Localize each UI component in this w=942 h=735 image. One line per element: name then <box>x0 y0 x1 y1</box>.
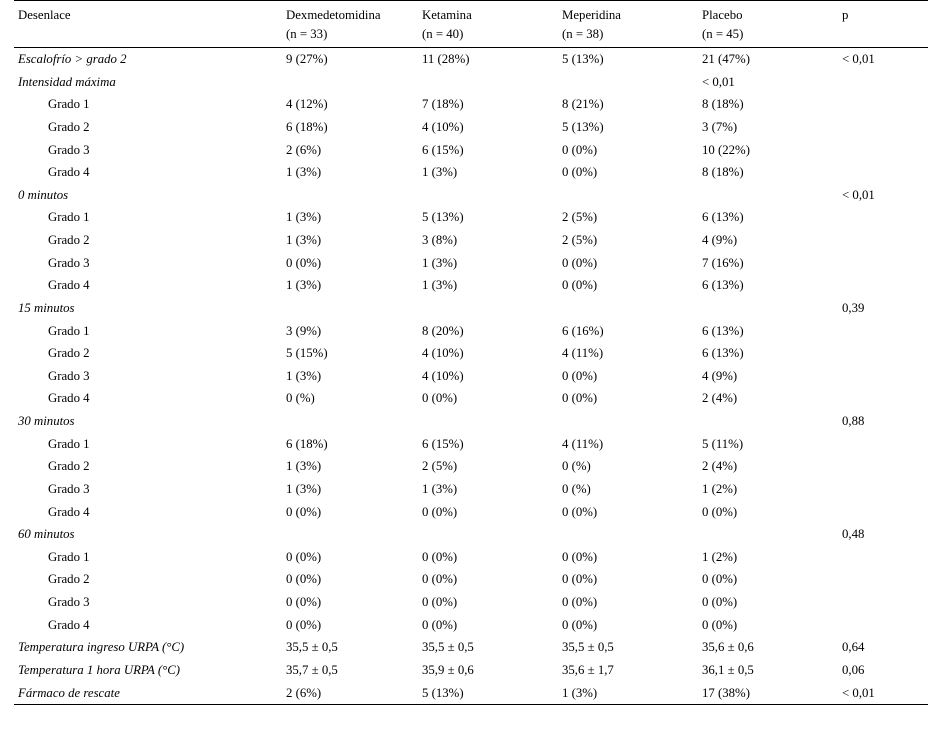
cell-placebo: 4 (9%) <box>702 368 738 383</box>
cell-dexmedetomidina: 0 (0%) <box>286 617 322 632</box>
cell-placebo <box>698 297 838 320</box>
cell-outcome: Escalofrío > grado 2 <box>18 52 127 67</box>
column-header-meperidina-sub: (n = 38) <box>562 26 604 41</box>
cell-meperidina: 0 (0%) <box>562 549 598 564</box>
cell-pvalue <box>838 252 928 275</box>
cell-dexmedetomidina: 1 (3%) <box>286 278 322 293</box>
cell-ketamina: 6 (15%) <box>422 142 464 157</box>
column-header-dexmedetomidina-label: Dexmedetomidina <box>286 8 381 22</box>
cell-ketamina: 7 (18%) <box>422 97 464 112</box>
cell-pvalue <box>838 591 928 614</box>
cell-meperidina <box>558 410 698 433</box>
cell-ketamina: 1 (3%) <box>422 165 458 180</box>
cell-meperidina: 2 (5%) <box>562 210 598 225</box>
cell-dexmedetomidina: 6 (18%) <box>286 436 328 451</box>
cell-dexmedetomidina: 5 (15%) <box>286 346 328 361</box>
cell-outcome: Grado 1 <box>48 323 90 338</box>
cell-meperidina: 4 (11%) <box>562 436 604 451</box>
cell-pvalue <box>838 342 928 365</box>
cell-placebo: 10 (22%) <box>702 142 750 157</box>
table-row <box>14 93 928 116</box>
table-row <box>14 365 928 388</box>
cell-ketamina: 1 (3%) <box>422 278 458 293</box>
cell-pvalue <box>838 116 928 139</box>
cell-dexmedetomidina: 0 (0%) <box>286 504 322 519</box>
cell-placebo: 1 (2%) <box>702 481 738 496</box>
table-row <box>14 184 928 207</box>
cell-ketamina: 0 (0%) <box>422 504 458 519</box>
cell-pvalue <box>838 478 928 501</box>
cell-pvalue: 0,39 <box>842 300 865 315</box>
cell-placebo: 6 (13%) <box>702 278 744 293</box>
cell-meperidina: 0 (%) <box>562 481 591 496</box>
column-header-meperidina <box>558 1 698 48</box>
cell-ketamina: 0 (0%) <box>422 549 458 564</box>
column-header-outcome <box>14 1 282 48</box>
cell-outcome: Grado 1 <box>48 549 90 564</box>
cell-meperidina <box>558 71 698 94</box>
cell-ketamina: 5 (13%) <box>422 210 464 225</box>
cell-pvalue <box>838 71 928 94</box>
cell-ketamina: 0 (0%) <box>422 391 458 406</box>
cell-dexmedetomidina: 2 (6%) <box>286 685 322 700</box>
cell-outcome: Grado 2 <box>48 233 90 248</box>
cell-pvalue <box>838 161 928 184</box>
cell-outcome: Grado 1 <box>48 97 90 112</box>
cell-ketamina: 8 (20%) <box>422 323 464 338</box>
cell-placebo: 0 (0%) <box>702 595 738 610</box>
cell-placebo: 0 (0%) <box>702 617 738 632</box>
cell-pvalue <box>838 320 928 343</box>
cell-meperidina: 0 (0%) <box>562 368 598 383</box>
cell-dexmedetomidina: 1 (3%) <box>286 165 322 180</box>
table-row <box>14 546 928 569</box>
column-header-placebo-sub: (n = 45) <box>702 26 744 41</box>
column-header-placebo <box>698 1 838 48</box>
table-row <box>14 297 928 320</box>
column-header-pvalue <box>838 1 928 48</box>
cell-placebo: 36,1 ± 0,5 <box>702 662 754 677</box>
cell-ketamina: 11 (28%) <box>422 52 470 67</box>
cell-pvalue <box>838 455 928 478</box>
cell-placebo: 1 (2%) <box>702 549 738 564</box>
cell-placebo: 6 (13%) <box>702 323 744 338</box>
column-header-dexmedetomidina-sub: (n = 33) <box>286 26 328 41</box>
cell-dexmedetomidina: 1 (3%) <box>286 481 322 496</box>
cell-ketamina: 4 (10%) <box>422 346 464 361</box>
table-header-row <box>14 1 928 48</box>
cell-meperidina: 4 (11%) <box>562 346 604 361</box>
cell-ketamina <box>418 297 558 320</box>
cell-placebo: 8 (18%) <box>702 165 744 180</box>
table-body <box>14 48 928 705</box>
cell-meperidina: 5 (13%) <box>562 52 604 67</box>
table-row <box>14 410 928 433</box>
cell-placebo: 0 (0%) <box>702 504 738 519</box>
cell-pvalue <box>838 274 928 297</box>
cell-ketamina: 1 (3%) <box>422 481 458 496</box>
table-row <box>14 568 928 591</box>
table-row <box>14 342 928 365</box>
cell-ketamina <box>418 410 558 433</box>
cell-ketamina <box>418 523 558 546</box>
table-row <box>14 433 928 456</box>
cell-dexmedetomidina: 1 (3%) <box>286 368 322 383</box>
cell-meperidina: 0 (0%) <box>562 278 598 293</box>
cell-meperidina: 0 (0%) <box>562 165 598 180</box>
cell-pvalue <box>838 614 928 637</box>
cell-placebo: 35,6 ± 0,6 <box>702 640 754 655</box>
cell-placebo: 2 (4%) <box>702 459 738 474</box>
cell-pvalue: < 0,01 <box>842 187 875 202</box>
cell-meperidina: 1 (3%) <box>562 685 598 700</box>
cell-outcome: Fármaco de rescate <box>18 685 120 700</box>
cell-pvalue: < 0,01 <box>842 685 875 700</box>
cell-ketamina: 5 (13%) <box>422 685 464 700</box>
cell-meperidina <box>558 184 698 207</box>
cell-outcome: Grado 3 <box>48 481 90 496</box>
cell-outcome: Grado 4 <box>48 617 90 632</box>
cell-outcome: Temperatura ingreso URPA (°C) <box>18 640 185 655</box>
cell-placebo: 17 (38%) <box>702 685 750 700</box>
cell-meperidina: 0 (0%) <box>562 255 598 270</box>
cell-dexmedetomidina: 3 (9%) <box>286 323 322 338</box>
cell-outcome: 60 minutos <box>18 527 75 542</box>
cell-outcome: 15 minutos <box>18 300 75 315</box>
cell-outcome: 30 minutos <box>18 414 75 429</box>
cell-ketamina: 6 (15%) <box>422 436 464 451</box>
table-row <box>14 501 928 524</box>
cell-dexmedetomidina: 6 (18%) <box>286 119 328 134</box>
cell-dexmedetomidina: 0 (%) <box>286 391 315 406</box>
cell-ketamina: 0 (0%) <box>422 572 458 587</box>
cell-pvalue <box>838 206 928 229</box>
column-header-ketamina-sub: (n = 40) <box>422 26 464 41</box>
cell-meperidina: 0 (0%) <box>562 617 598 632</box>
cell-meperidina: 5 (13%) <box>562 119 604 134</box>
cell-ketamina: 0 (0%) <box>422 595 458 610</box>
cell-pvalue <box>838 93 928 116</box>
cell-outcome: Grado 2 <box>48 572 90 587</box>
cell-ketamina: 4 (10%) <box>422 119 464 134</box>
cell-pvalue: 0,48 <box>842 527 865 542</box>
table-row <box>14 320 928 343</box>
cell-placebo: 6 (13%) <box>702 346 744 361</box>
cell-outcome: Grado 4 <box>48 504 90 519</box>
cell-pvalue <box>838 501 928 524</box>
cell-pvalue: < 0,01 <box>842 52 875 67</box>
cell-ketamina: 4 (10%) <box>422 368 464 383</box>
cell-dexmedetomidina: 0 (0%) <box>286 595 322 610</box>
cell-outcome: Grado 4 <box>48 165 90 180</box>
column-header-ketamina-label: Ketamina <box>422 8 472 22</box>
cell-pvalue <box>838 568 928 591</box>
cell-placebo: 21 (47%) <box>702 52 750 67</box>
cell-meperidina: 0 (0%) <box>562 572 598 587</box>
cell-outcome: Intensidad máxima <box>18 74 116 89</box>
table-row <box>14 523 928 546</box>
cell-meperidina: 0 (0%) <box>562 595 598 610</box>
cell-placebo: 7 (16%) <box>702 255 744 270</box>
table-row <box>14 614 928 637</box>
table-row <box>14 229 928 252</box>
table-row <box>14 591 928 614</box>
table-row <box>14 387 928 410</box>
table-row <box>14 139 928 162</box>
cell-meperidina: 0 (0%) <box>562 391 598 406</box>
cell-dexmedetomidina: 2 (6%) <box>286 142 322 157</box>
cell-placebo: 0 (0%) <box>702 572 738 587</box>
cell-pvalue <box>838 433 928 456</box>
cell-dexmedetomidina: 0 (0%) <box>286 255 322 270</box>
table-row <box>14 206 928 229</box>
column-header-dexmedetomidina <box>282 1 418 48</box>
cell-dexmedetomidina: 1 (3%) <box>286 210 322 225</box>
cell-outcome: Grado 3 <box>48 142 90 157</box>
results-table <box>14 0 928 705</box>
cell-dexmedetomidina <box>282 523 418 546</box>
cell-meperidina <box>558 297 698 320</box>
cell-dexmedetomidina: 35,7 ± 0,5 <box>286 662 338 677</box>
cell-ketamina: 0 (0%) <box>422 617 458 632</box>
cell-meperidina: 2 (5%) <box>562 233 598 248</box>
table-row <box>14 274 928 297</box>
cell-dexmedetomidina: 35,5 ± 0,5 <box>286 640 338 655</box>
table-header <box>14 1 928 48</box>
cell-dexmedetomidina: 9 (27%) <box>286 52 328 67</box>
cell-ketamina: 35,5 ± 0,5 <box>422 640 474 655</box>
cell-outcome: Grado 3 <box>48 595 90 610</box>
cell-pvalue: 0,88 <box>842 414 865 429</box>
cell-pvalue <box>838 387 928 410</box>
table-row <box>14 659 928 682</box>
cell-placebo: 4 (9%) <box>702 233 738 248</box>
cell-ketamina: 1 (3%) <box>422 255 458 270</box>
cell-pvalue <box>838 365 928 388</box>
cell-outcome: Grado 2 <box>48 459 90 474</box>
cell-meperidina: 35,5 ± 0,5 <box>562 640 614 655</box>
column-header-placebo-label: Placebo <box>702 8 743 22</box>
cell-meperidina: 35,6 ± 1,7 <box>562 662 614 677</box>
cell-ketamina <box>418 71 558 94</box>
cell-ketamina: 35,9 ± 0,6 <box>422 662 474 677</box>
cell-pvalue: 0,06 <box>842 662 865 677</box>
cell-dexmedetomidina: 1 (3%) <box>286 233 322 248</box>
cell-placebo <box>698 523 838 546</box>
cell-pvalue <box>838 546 928 569</box>
cell-pvalue: 0,64 <box>842 640 865 655</box>
cell-meperidina: 0 (%) <box>562 459 591 474</box>
cell-outcome: Grado 4 <box>48 278 90 293</box>
cell-dexmedetomidina: 0 (0%) <box>286 549 322 564</box>
cell-outcome: Grado 3 <box>48 368 90 383</box>
cell-outcome: Grado 1 <box>48 210 90 225</box>
cell-meperidina: 0 (0%) <box>562 142 598 157</box>
cell-dexmedetomidina: 1 (3%) <box>286 459 322 474</box>
table-row <box>14 636 928 659</box>
cell-placebo <box>698 410 838 433</box>
cell-ketamina: 3 (8%) <box>422 233 458 248</box>
cell-meperidina: 8 (21%) <box>562 97 604 112</box>
table-row <box>14 48 928 71</box>
cell-placebo <box>698 184 838 207</box>
cell-placebo: 3 (7%) <box>702 119 738 134</box>
cell-dexmedetomidina: 0 (0%) <box>286 572 322 587</box>
cell-ketamina: 2 (5%) <box>422 459 458 474</box>
cell-meperidina <box>558 523 698 546</box>
table-row <box>14 455 928 478</box>
column-header-ketamina <box>418 1 558 48</box>
cell-outcome: Grado 3 <box>48 255 90 270</box>
cell-dexmedetomidina <box>282 297 418 320</box>
cell-pvalue <box>838 139 928 162</box>
column-header-meperidina-label: Meperidina <box>562 8 621 22</box>
cell-outcome: Temperatura 1 hora URPA (°C) <box>18 662 181 677</box>
cell-dexmedetomidina <box>282 410 418 433</box>
table-row <box>14 682 928 705</box>
cell-placebo: 5 (11%) <box>702 436 744 451</box>
cell-placebo: 2 (4%) <box>702 391 738 406</box>
cell-dexmedetomidina <box>282 184 418 207</box>
table-row <box>14 116 928 139</box>
cell-dexmedetomidina: 4 (12%) <box>286 97 328 112</box>
table-row <box>14 71 928 94</box>
cell-ketamina <box>418 184 558 207</box>
cell-placebo: < 0,01 <box>702 74 735 89</box>
column-header-outcome-label: Desenlace <box>18 8 71 22</box>
cell-outcome: Grado 1 <box>48 436 90 451</box>
cell-outcome: 0 minutos <box>18 187 69 202</box>
cell-outcome: Grado 2 <box>48 119 90 134</box>
table-row <box>14 478 928 501</box>
cell-outcome: Grado 2 <box>48 346 90 361</box>
table-row <box>14 161 928 184</box>
cell-placebo: 8 (18%) <box>702 97 744 112</box>
cell-meperidina: 0 (0%) <box>562 504 598 519</box>
cell-placebo: 6 (13%) <box>702 210 744 225</box>
cell-meperidina: 6 (16%) <box>562 323 604 338</box>
table-row <box>14 252 928 275</box>
column-header-pvalue-label: p <box>842 8 849 22</box>
cell-pvalue <box>838 229 928 252</box>
cell-dexmedetomidina <box>282 71 418 94</box>
cell-outcome: Grado 4 <box>48 391 90 406</box>
